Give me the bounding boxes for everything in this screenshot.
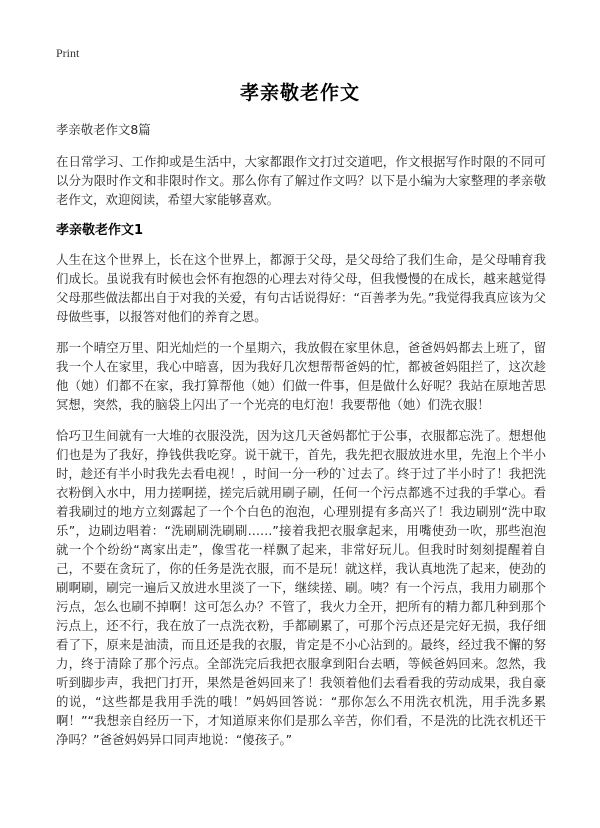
- article-body: [56, 120, 546, 749]
- body-paragraph: 那一个晴空万里、阳光灿烂的一个星期六，我放假在家里休息，爸爸妈妈都去上班了，留我一个人在家里，我心中暗喜，因为我好几次想帮帮爸妈的忙，都被爸妈阻拦了，这次趁他（她）们都不在家，我打算帮他（她）们做一件事，但是做什么好呢？我站在原地苦思冥想，突然，我的脑袋上闪出了一个光亮的电灯泡！我要帮他（她）们洗衣服！: [56, 340, 546, 412]
- page-title: 孝亲敬老作文: [239, 82, 360, 104]
- intro-paragraph: 在日常学习、工作抑或是生活中，大家都跟作文打过交道吧，作文根据写作时限的不同可以分为限时作文和非限时作文。那么你有了解过作文吗？以下是小编为大家整理的孝亲敬老作文，欢迎阅读，希望大家能够喜欢。: [56, 154, 546, 207]
- print-link[interactable]: Print: [56, 46, 80, 60]
- article-subtitle: 孝亲敬老作文8篇: [56, 122, 151, 137]
- body-paragraph: 恰巧卫生间就有一大堆的衣服没洗，因为这几天爸妈都忙于公事，衣服都忘洗了。想想他们也是为了我好，挣钱供我吃穿。说干就干，首先，我先把衣服放进水里，先泡上个半小时，趁还有半小时我先去看电视！，时间一分一秒的`过去了。终于过了半小时了！我把洗衣粉倒入水中，用力搓啊搓，搓完后就用刷子刷，任何一个污点都逃不过我的手掌心。看着我刷过的地方立刻露起了一个个白色的泡泡，心理别提有多高兴了！我边刷别“洗中取乐”，边刷边唱着：“洗刷刷洗刷刷……”接着我把衣服拿起来，用嘴使劲一吹，那些泡泡就一个个纷纷“离家出走”，像雪花一样飘了起来，非常好玩儿。但我时时刻刻提醒着自己，不要在贪玩了，你的任务是洗衣服，而不是玩！就这样，我认真地洗了起来，使劲的刷啊刷，刷完一遍后又放进水里淡了一下，继续搓、刷。咦？有一个污点，我用力刷那个污点，怎么也刷不掉啊！这可怎么办？不管了，我火力全开，把所有的精力都几种到那个污点上，还不行，我在放了一点洗衣粉，手都刷累了，可那个污点还是完好无损，我仔细看了下，原来是油渍，而且还是我的衣服，肯定是不小心沾到的。最终，经过我不懈的努力，终于清除了那个污点。全部洗完后我把衣服拿到阳台去晒，等候爸妈回来。忽然，我听到脚步声，我把门打开，果然是爸妈回来了！我领着他们去看看我的劳动成果，我自豪的说，“这些都是我用手洗的哦！”妈妈回答说：“那你怎么不用洗衣机洗，用手洗多累啊！”“我想亲自经历一下，才知道原来你们是那么辛苦，你们看，不是洗的比洗衣机还干净吗？”爸爸妈妈异口同声地说：“傻孩子。”: [56, 428, 546, 747]
- section-heading: 孝亲敬老作文1: [56, 223, 144, 238]
- body-paragraph: 人生在这个世界上，长在这个世界上，都源于父母，是父母给了我们生命，是父母哺育我们成长。虽说我有时候也会怀有抱怨的心理去对待父母，但我慢慢的在成长，越来越觉得父母那些做法都出自于对我的关爱，有句古话说得好：“百善孝为先。”我觉得我真应该为父母做些事，以报答对他们的养育之恩。: [56, 252, 546, 324]
